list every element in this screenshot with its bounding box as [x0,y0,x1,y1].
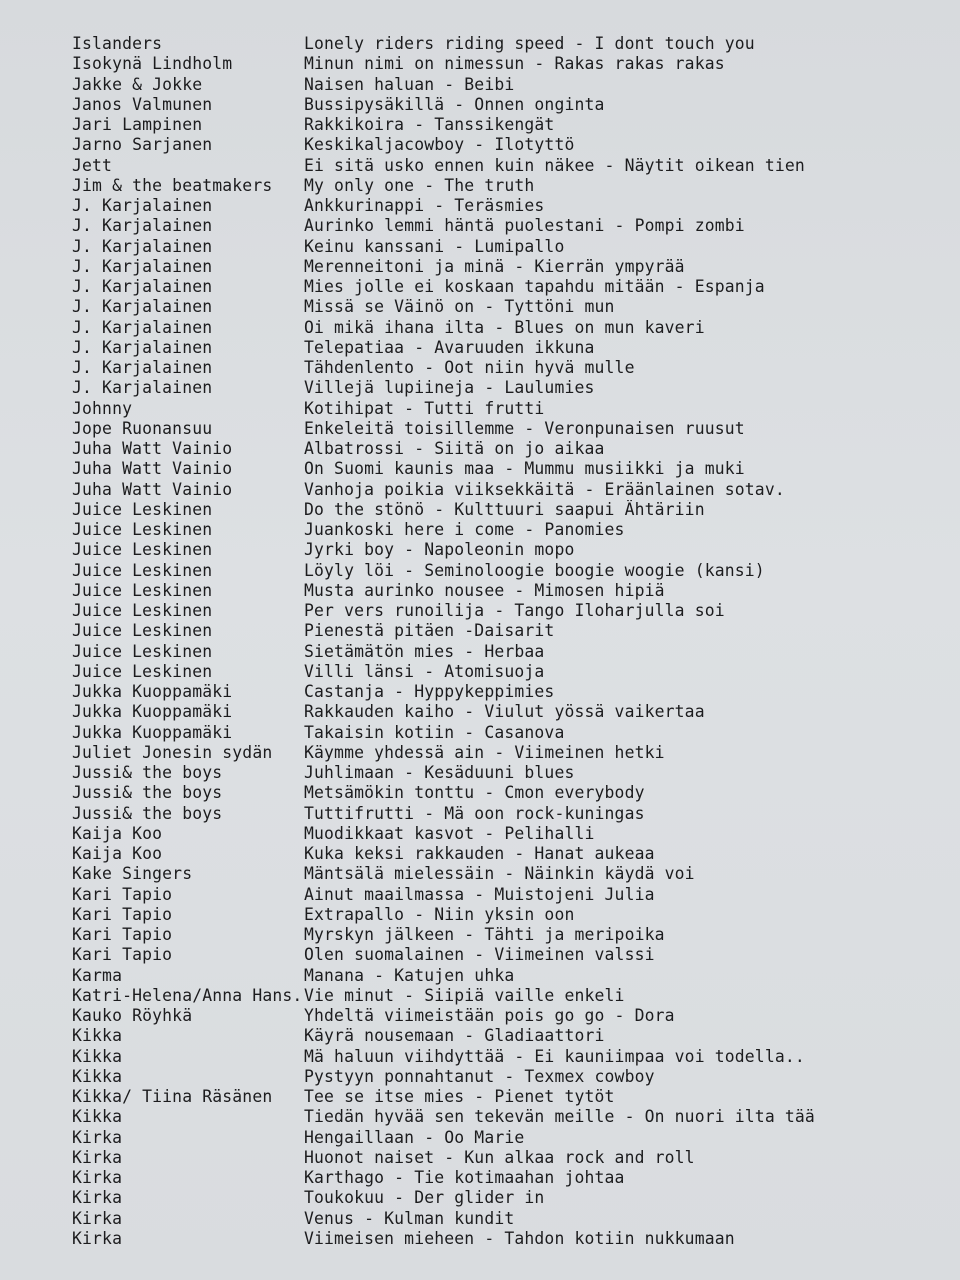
song-titles: Kuka keksi rakkauden - Hanat aukeaa [304,844,655,863]
list-item [0,95,960,115]
list-item [0,1188,960,1208]
list-item [0,824,960,844]
list-item [0,925,960,945]
song-titles: Aurinko lemmi häntä puolestani - Pompi zombi [304,216,745,236]
artist-name: Juice Leskinen [72,601,213,620]
song-titles: Extrapallo - Niin yksin oon [304,904,575,924]
song-titles: Tähdenlento - Oot niin hyvä mulle [304,358,635,377]
artist-name: Juice Leskinen [72,661,213,681]
song-titles: Pystyyn ponnahtanut - Texmex cowboy [304,1066,655,1086]
list-item [0,1047,960,1067]
artist-name: Kirka [72,1188,123,1208]
list-item [0,500,960,520]
artist-name: Juice Leskinen [72,520,213,539]
artist-name: J. Karjalainen [72,256,213,276]
song-titles: Karthago - Tie kotimaahan johtaa [304,1168,625,1187]
list-item [0,763,960,783]
song-titles: Jyrki boy - Napoleonin mopo [304,540,575,560]
artist-name: J. Karjalainen [72,317,213,337]
list-item [0,520,960,540]
artist-name: Kirka [72,1228,123,1248]
song-titles: Myrskyn jälkeen - Tähti ja meripoika [304,925,665,944]
list-item [0,986,960,1006]
artist-name: Katri-Helena/Anna Hans. [72,985,303,1005]
list-item [0,176,960,196]
artist-name: Jussi& the boys [72,803,223,823]
list-item [0,662,960,682]
list-item [0,702,960,722]
list-item [0,1209,960,1229]
list-item [0,237,960,257]
song-titles: Juhlimaan - Kesäduuni blues [304,763,575,782]
list-item [0,358,960,378]
artist-name: Juice Leskinen [72,560,213,580]
artist-name: Johnny [72,398,133,418]
list-item [0,966,960,986]
list-item [0,378,960,398]
song-titles: Kotihipat - Tutti frutti [304,398,545,418]
list-item [0,115,960,135]
song-titles: Tiedän hyvää sen tekevän meille - On nuori ilta tää [304,1107,815,1127]
list-item [0,723,960,743]
list-item [0,1148,960,1168]
artist-name: J. Karjalainen [72,216,213,236]
song-titles: Yhdeltä viimeistään pois go go - Dora [304,1006,675,1025]
artist-name: Kirka [72,1168,123,1187]
song-titles: Per vers runoilija - Tango Iloharjulla soi [304,601,725,620]
list-item [0,540,960,560]
artist-name: Islanders [72,34,163,53]
list-item [0,277,960,297]
song-titles: Bussipysäkillä - Onnen onginta [304,94,605,114]
artist-name: Jim & the beatmakers [72,175,273,195]
artist-name: Karma [72,965,123,985]
artist-name: Isokynä Lindholm [72,54,233,74]
artist-name: J. Karjalainen [72,337,213,357]
artist-name: Kari Tapio [72,904,173,924]
artist-name: Kirka [72,1127,123,1147]
song-titles: Mies jolle ei koskaan tapahdu mitään - Espanja [304,277,765,296]
artist-name: Jett [72,155,113,175]
song-titles: Keinu kanssani - Lumipallo [304,236,565,256]
song-titles: Juankoski here i come - Panomies [304,520,625,539]
list-item [0,621,960,641]
list-item [0,196,960,216]
song-titles: Mäntsälä mielessäin - Näinkin käydä voi [304,864,695,884]
song-titles: Ainut maailmassa - Muistojeni Julia [304,884,655,904]
list-item [0,885,960,905]
artist-name: Kari Tapio [72,884,173,904]
song-titles: On Suomi kaunis maa - Mummu musiikki ja muki [304,459,745,479]
list-item [0,682,960,702]
artist-name: Jukka Kuoppamäki [72,702,233,722]
list-item [0,642,960,662]
song-titles: Telepatiaa - Avaruuden ikkuna [304,337,595,357]
song-titles: Ankkurinappi - Teräsmies [304,196,545,215]
list-item [0,480,960,500]
artist-name: Juice Leskinen [72,621,213,641]
list-item [0,135,960,155]
artist-name: Kaija Koo [72,823,163,843]
list-item [0,459,960,479]
artist-name: J. Karjalainen [72,196,213,215]
song-titles: Naisen haluan - Beibi [304,74,515,94]
artist-name: Jari Lampinen [72,115,203,134]
artist-name: Kikka [72,1107,123,1127]
song-titles: Merenneitoni ja minä - Kierrän ympyrää [304,256,685,276]
song-titles: Huonot naiset - Kun alkaa rock and roll [304,1147,695,1167]
list-item [0,783,960,803]
list-item [0,1087,960,1107]
song-titles: Keskikaljacowboy - Ilotyttö [304,135,575,155]
song-titles: Lonely riders riding speed - I dont touch you [304,34,755,53]
artist-name: Kikka [72,1066,123,1086]
artist-name: Kari Tapio [72,925,173,944]
list-item [0,581,960,601]
song-titles: Vie minut - Siipiä vaille enkeli [304,985,625,1005]
list-item [0,1006,960,1026]
artist-name: J. Karjalainen [72,236,213,256]
song-titles: Venus - Kulman kundit [304,1208,515,1228]
song-titles: Tee se itse mies - Pienet tytöt [304,1087,615,1106]
list-item [0,419,960,439]
song-titles: Takaisin kotiin - Casanova [304,722,565,742]
artist-name: Jope Ruonansuu [72,418,213,438]
artist-name: Kaija Koo [72,844,163,863]
song-titles: Käymme yhdessä ain - Viimeinen hetki [304,742,665,762]
list-item [0,1229,960,1249]
artist-name: Jarno Sarjanen [72,135,213,155]
song-titles: Musta aurinko nousee - Mimosen hipiä [304,580,665,600]
list-item [0,216,960,236]
list-item [0,439,960,459]
list-item [0,54,960,74]
list-item [0,1107,960,1127]
list-item [0,905,960,925]
list-item [0,601,960,621]
list-item [0,844,960,864]
artist-name: Kauko Röyhkä [72,1006,193,1025]
artist-name: Juha Watt Vainio [72,479,233,499]
song-titles: Castanja - Hyppykeppimies [304,682,555,701]
song-titles: Manana - Katujen uhka [304,965,515,985]
song-titles: Vanhoja poikia viiksekkäitä - Eräänlainen sotav. [304,479,785,499]
song-titles: Toukokuu - Der glider in [304,1188,545,1208]
artist-name: Juha Watt Vainio [72,439,233,458]
artist-name: Jussi& the boys [72,763,223,782]
song-titles: Villejä lupiineja - Laulumies [304,378,595,398]
song-titles: Rakkauden kaiho - Viulut yössä vaikertaa [304,702,705,722]
list-item [0,1168,960,1188]
list-item [0,561,960,581]
list-item [0,1128,960,1148]
list-item [0,743,960,763]
artist-name: Juice Leskinen [72,540,213,560]
artist-name: Kikka [72,1026,123,1046]
artist-name: Kake Singers [72,864,193,884]
list-item [0,1026,960,1046]
artist-name: Jukka Kuoppamäki [72,682,233,701]
list-item [0,338,960,358]
song-titles: Hengaillaan - Oo Marie [304,1127,525,1147]
list-item [0,297,960,317]
list-item [0,156,960,176]
list-item [0,318,960,338]
song-titles: Villi länsi - Atomisuoja [304,661,545,681]
artist-name: J. Karjalainen [72,378,213,398]
song-titles: Viimeisen mieheen - Tahdon kotiin nukkumaan [304,1228,735,1248]
list-item [0,257,960,277]
artist-name: Kari Tapio [72,945,173,965]
artist-name: Juice Leskinen [72,580,213,600]
artist-name: Juliet Jonesin sydän [72,742,273,762]
list-item [0,1067,960,1087]
list-item [0,75,960,95]
list-item [0,399,960,419]
song-titles: Missä se Väinö on - Tyttöni mun [304,297,615,317]
artist-name: Kirka [72,1147,123,1167]
song-titles: Muodikkaat kasvot - Pelihalli [304,823,595,843]
list-item [0,945,960,965]
song-titles: Do the stönö - Kulttuuri saapui Ähtäriin [304,499,705,519]
song-titles: Tuttifrutti - Mä oon rock-kuningas [304,803,645,823]
artist-name: Jussi& the boys [72,783,223,803]
song-titles: Olen suomalainen - Viimeinen valssi [304,945,655,965]
artist-name: Kikka/ Tiina Räsänen [72,1087,273,1106]
song-titles: Albatrossi - Siitä on jo aikaa [304,439,605,458]
artist-name: Juha Watt Vainio [72,459,233,479]
artist-name: J. Karjalainen [72,358,213,377]
song-titles: Rakkikoira - Tanssikengät [304,115,555,134]
song-titles: Minun nimi on nimessun - Rakas rakas rakas [304,54,725,74]
artist-name: J. Karjalainen [72,277,213,296]
artist-name: Kikka [72,1046,123,1066]
list-item [0,804,960,824]
artist-name: Janos Valmunen [72,94,213,114]
artist-song-list [0,34,960,1249]
list-item [0,34,960,54]
song-titles: Pienestä pitäen -Daisarit [304,621,555,641]
list-item [0,864,960,884]
song-titles: Sietämätön mies - Herbaa [304,641,545,661]
song-titles: Mä haluun viihdyttää - Ei kauniimpaa voi todella.. [304,1046,805,1066]
song-titles: My only one - The truth [304,175,535,195]
artist-name: Kirka [72,1208,123,1228]
song-titles: Käyrä nousemaan - Gladiaattori [304,1026,605,1046]
song-titles: Löyly löi - Seminoloogie boogie woogie (kansi) [304,560,765,580]
artist-name: Jukka Kuoppamäki [72,722,233,742]
artist-name: Jakke & Jokke [72,74,203,94]
artist-name: Juice Leskinen [72,641,213,661]
song-titles: Enkeleitä toisillemme - Veronpunaisen ruusut [304,418,745,438]
song-titles: Metsämökin tonttu - Cmon everybody [304,783,645,803]
artist-name: J. Karjalainen [72,297,213,317]
song-titles: Oi mikä ihana ilta - Blues on mun kaveri [304,317,705,337]
song-titles: Ei sitä usko ennen kuin näkee - Näytit oikean tien [304,155,805,175]
artist-name: Juice Leskinen [72,499,213,519]
